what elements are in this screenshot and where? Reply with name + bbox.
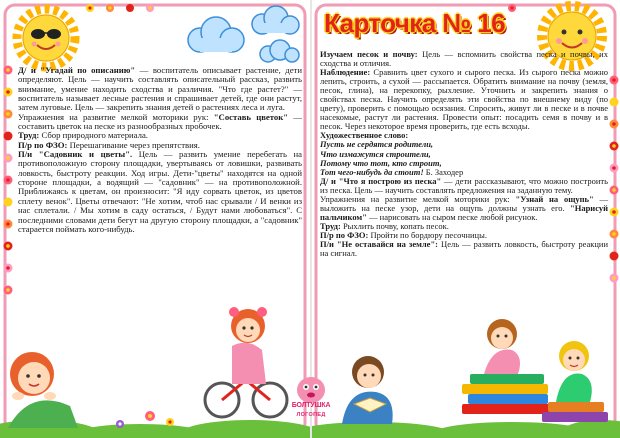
- paragraph-motor-skills: Упражнения на развитие мелкой моторики рук: "Составь цветок" — составить цветок на песке из разнообразных пробочек.: [18, 111, 302, 132]
- flower-icon: [4, 198, 13, 207]
- paragraph-observation: Наблюдение: Сравнить цвет сухого и сырого песка. Из сырого песка можно лепить, строить, а сухой — рассыпается. Обратить внимание на почву (земля, песок, глина), на перекопку, рыхление. Уточнить и закрепить знания о свойствах песка. Научить определять эти свойства по внешнему виду (по цвету), проверить с помощью осязания. Спросить, живут ли в песке и в почве насекомые, растут ли растения. Провести опыт: посадить семя в почву и в песок. Через некоторое время проверить, где есть всходы.: [320, 67, 608, 132]
- flower-icon: [4, 154, 13, 163]
- flower-icon: [4, 264, 13, 273]
- flower-icon: [126, 4, 134, 12]
- paragraph-labor: Труд: Рыхлить почву, копать песок.: [320, 220, 449, 231]
- logo-mascot-icon: [287, 372, 335, 404]
- flower-icon: [610, 164, 619, 173]
- paragraph-riddle-game: Д/ и "Угадай по описанию" — воспитатель описывает растение, дети определяют. Цель — научить составлять описательный рассказ, развить внимание, умение находить сходства и различия. "Что где растет?" — воспитатель называет лесные растения и спрашивает детей, где они растут, затем луговые. Цель — закрепить знания детей о растениях леса и луга.: [18, 65, 302, 113]
- paragraph-literary-word: Художественное слово:: [320, 130, 409, 141]
- poem-line: Что измажутся строители,: [320, 148, 431, 159]
- poem-line: Потому что тот, кто строит,: [320, 157, 442, 168]
- bolтushka-logo: [287, 372, 335, 432]
- children-reading-illustration: [312, 300, 620, 438]
- paragraph-physical: П/р по ФЗО: Перешагивание через препятствия.: [18, 139, 200, 150]
- flower-icon: [86, 4, 94, 12]
- flower-icon: [508, 4, 516, 12]
- card-title: Карточка № 16: [324, 8, 505, 38]
- flower-icon: [610, 274, 619, 283]
- sun-sunglasses-icon: [10, 4, 82, 72]
- flower-icon: [610, 208, 619, 217]
- lying-girl-figure: [8, 352, 78, 428]
- right-card-text: [320, 50, 608, 258]
- flower-icon: [610, 252, 619, 261]
- paragraph-labor: Труд: Сбор природного материала.: [18, 130, 148, 141]
- flower-icon: [610, 76, 619, 85]
- flower-icon: [4, 110, 13, 119]
- flower-icon: [4, 242, 13, 251]
- logo-subtitle: ЛОГОПЕД: [296, 412, 326, 418]
- children-playing-illustration: [0, 288, 310, 438]
- flower-icon: [610, 98, 619, 107]
- paragraph-didactic-game: Д/ и "Что я построю из песка" — дети рассказывают, что можно построить из песка. Цель — научить составлять предложения на заданную тему.: [320, 175, 608, 195]
- flower-icon: [4, 176, 13, 185]
- paragraph-motor-skills: Упражнения на развитие мелкой моторики рук: "Узнай на ощупь" — выложить на песке узор, дети на ощупь должны узнать его. "Нарисуй пальчиком" — нарисовать на сыром песке любой рисунок.: [320, 193, 608, 222]
- flower-icon: [4, 88, 13, 97]
- cloud-icon: [178, 4, 306, 70]
- girl-on-bicycle-figure: [205, 307, 287, 417]
- paragraph-physical: П/р по ФЗО: Пройти по бордюру песочницы.: [320, 229, 487, 240]
- right-page: [312, 0, 620, 438]
- logo-name: БОЛТУШКА: [291, 402, 331, 409]
- paragraph-topic: Изучаем песок и почву: Цель — вспомнить свойства песка и почвы, их сходства и отличия.: [320, 49, 608, 69]
- paragraph-outdoor-game: П/и "Не оставайся на земле": Цель — развить ловкость, быстроту реакции на сигнал.: [320, 238, 608, 259]
- flower-icon: [610, 230, 619, 239]
- flower-icon: [4, 220, 13, 229]
- left-card-text: [18, 66, 302, 234]
- poem-line: Пусть не сердятся родители,: [320, 139, 434, 150]
- flower-icon: [4, 132, 13, 141]
- poem-author: Б. Заходер: [423, 166, 464, 177]
- flower-icon: [610, 120, 619, 129]
- flower-icon: [610, 186, 619, 195]
- poem-line-last: Тот чего-нибудь да стоит! Б. Заходер: [320, 166, 464, 177]
- paragraph-outdoor-game: П/и "Садовник и цветы". Цель — развить умение перебегать на противоположную сторону площадки, увертываясь от ловишки, развивать ловкость, быстроту реакции. Ход игры. Дети-"цветы" находятся на одной стороне площадки, а водящий — "садовник" — на противоположной. Приближаясь к цветам, он произносит: "Я иду сорвать цветок, из цветов сплету венок". Цветы отвечают: "Не хотим, чтоб нас срывали / И венки из нас сплетали. / Мы хотим в саду остаться, / Будут нами любоваться". С последними словами дети бегут на другую сторону площадки, а "садовник" старается поймать кого-нибудь.: [18, 149, 302, 234]
- girl-sitting-figure: [484, 319, 520, 374]
- flower-icon: [146, 4, 154, 12]
- flower-icon: [610, 142, 619, 151]
- boy-sitting-figure: [556, 341, 592, 402]
- flower-icon: [106, 4, 114, 12]
- boy-reading-figure: [342, 356, 393, 424]
